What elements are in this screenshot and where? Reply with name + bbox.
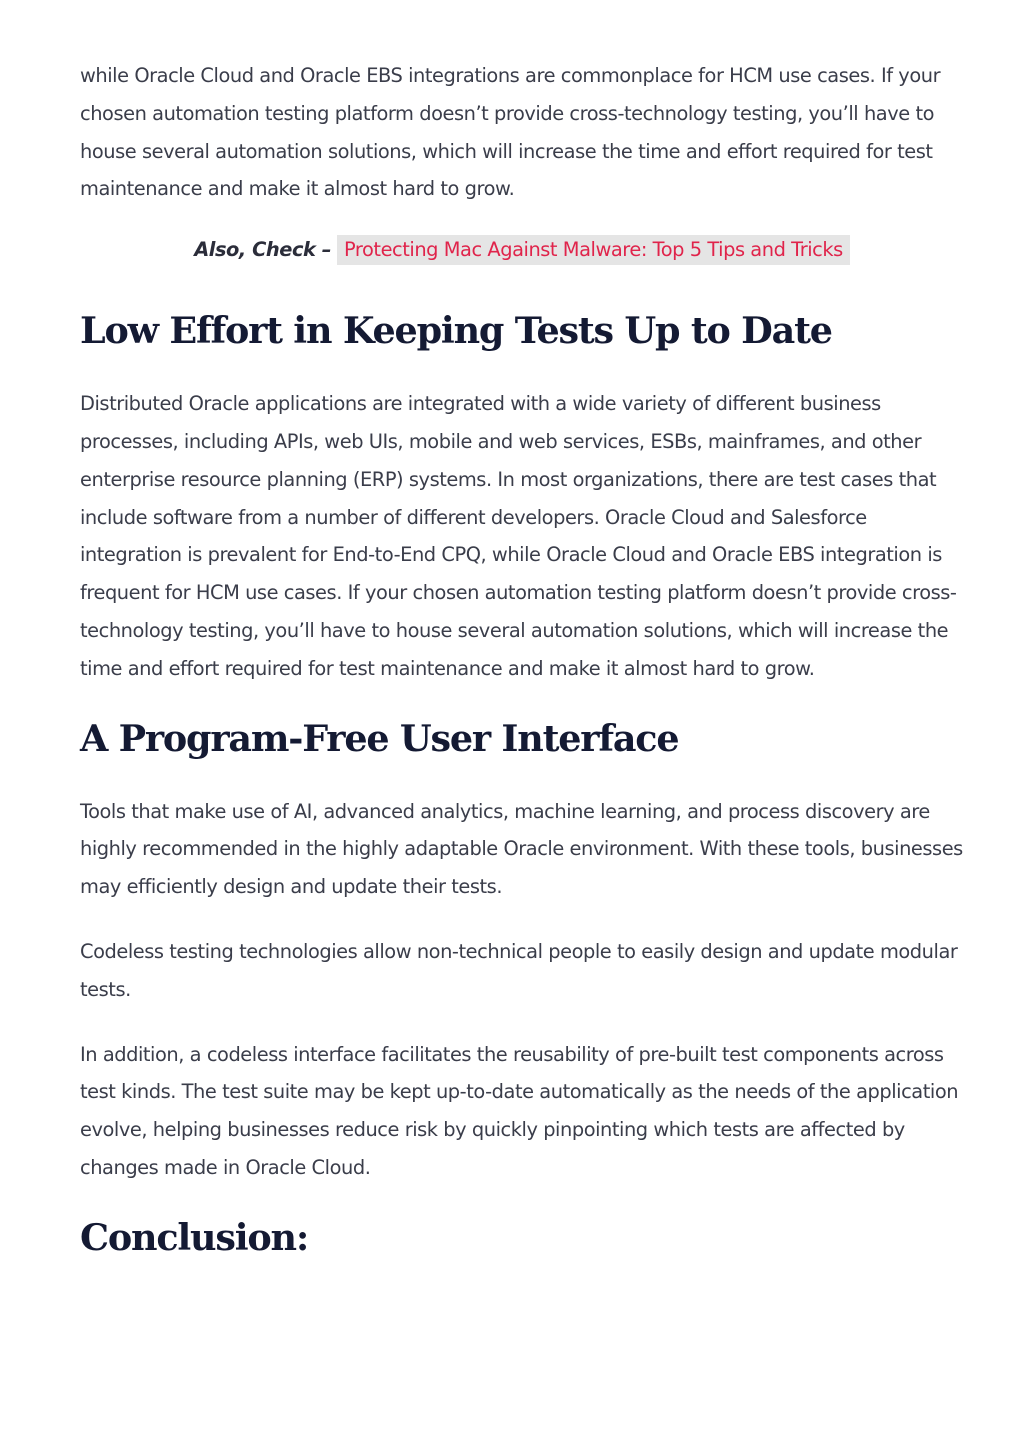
section-paragraph: Codeless testing technologies allow non-technical people to easily design and update modular tests. bbox=[80, 939, 958, 1001]
section-heading: A Program-Free User Interface bbox=[80, 716, 679, 760]
intro-paragraph: while Oracle Cloud and Oracle EBS integrations are commonplace for HCM use cases. If your chosen automation testing platform doesn’t provide cross-technology testing, you’ll have to house several automation solutions, which will increase the time and effort required for test maintenance and make it almost hard to grow. bbox=[80, 64, 941, 201]
section-program-free-ui bbox=[80, 715, 964, 1187]
section-paragraph: In addition, a codeless interface facilitates the reusability of pre-built test components across test kinds. The test suite may be kept up-to-date automatically as the needs of the application evolve, helping businesses reduce risk by quickly pinpointing which tests are affected by changes made in Oracle Cloud. bbox=[80, 1042, 959, 1179]
article-body bbox=[80, 57, 964, 1292]
section-low-effort bbox=[80, 307, 964, 687]
also-check-callout bbox=[80, 235, 964, 265]
section-heading: Low Effort in Keeping Tests Up to Date bbox=[80, 309, 832, 353]
section-paragraph: Tools that make use of AI, advanced analytics, machine learning, and process discovery are highly recommended in the highly adaptable Oracle environment. With these tools, businesses may efficiently design and update their tests. bbox=[80, 799, 963, 899]
section-heading: Conclusion: bbox=[80, 1215, 309, 1259]
section-paragraph: Distributed Oracle applications are integrated with a wide variety of different business processes, including APIs, web UIs, mobile and web services, ESBs, mainframes, and other enterprise resource planning (ERP) systems. In most organizations, there are test cases that include software from a number of different developers. Oracle Cloud and Salesforce integration is prevalent for End-to-End CPQ, while Oracle Cloud and Oracle EBS integration is frequent for HCM use cases. If your chosen automation testing platform doesn’t provide cross-technology testing, you’ll have to house several automation solutions, which will increase the time and effort required for test maintenance and make it almost hard to grow. bbox=[80, 392, 957, 680]
related-article-link[interactable]: Protecting Mac Against Malware: Top 5 Tips and Tricks bbox=[337, 235, 850, 265]
section-conclusion bbox=[80, 1214, 964, 1262]
also-check-label: Also, Check – bbox=[194, 238, 331, 262]
